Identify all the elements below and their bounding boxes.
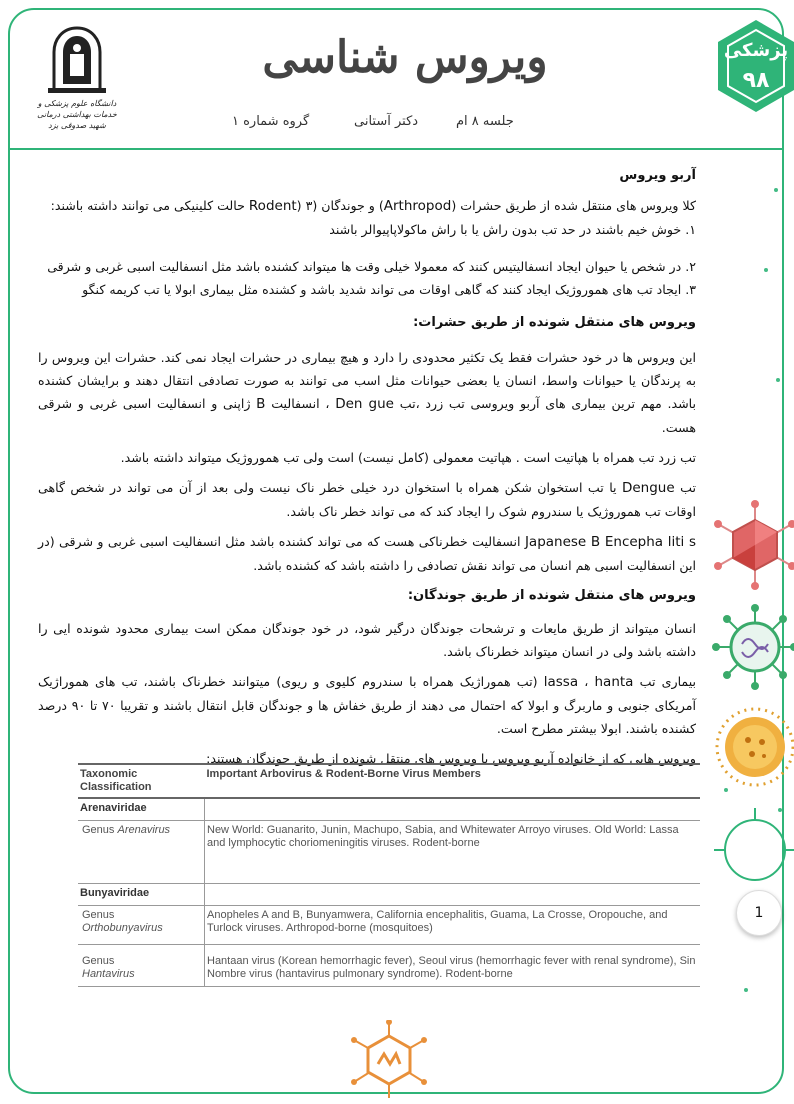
table-row: [78, 906, 700, 945]
university-emblem-icon: [32, 24, 122, 98]
year-badge: [714, 16, 794, 116]
university-logo: [32, 24, 122, 134]
table-row: [78, 945, 700, 987]
rodents-heading: ویروس های منتقل شونده از طریق جوندگان:: [407, 588, 696, 603]
table-row: [78, 884, 700, 906]
table-row: [78, 821, 700, 884]
table-col-members: Important Arbovirus & Rodent-Borne Virus Members: [205, 764, 701, 798]
arbo-item-3: ۳. ایجاد تب های هموروژیک ایجاد کنند که گاهی اوقات می تواند شدید باشد و کشنده مثل بیماری ابولا یا تب کریمه کنگو: [82, 282, 696, 297]
insects-para-3: تب Dengue یا تب استخوان شکن همراه با استخوان درد خیلی خطر ناک نیست ولی بعد از آن می تواند در شخص گاهی اوقات تب هموروژیک یا سندروم شوک را ایجاد کند که می تواند خطر ناک باشد.: [38, 480, 696, 519]
virus-illustration-outline-icon: [712, 800, 794, 900]
arbo-item-2: ۲. در شخص یا حیوان ایجاد انسفالیتیس کنند که معمولا خیلی وقت ها میتواند کشنده باشد مثل انسفالیت اسبی غربی و شرقی: [47, 259, 696, 274]
virus-illustration-red-icon: [712, 500, 794, 590]
arbo-item-1: ۱. خوش خیم باشند در حد تب بدون راش یا با راش ماکولاپاپیوالر باشند: [329, 222, 696, 237]
table-row: [78, 798, 700, 821]
family-cell: Arenaviridae: [78, 798, 205, 821]
university-caption-line2: شهید صدوقی یزد: [48, 121, 106, 130]
university-caption-line1: دانشگاه علوم پزشکی و خدمات بهداشتی درمانی: [37, 99, 117, 119]
members-cell: Anopheles A and B, Bunyamwera, California encephalitis, Guama, La Crosse, Oropouche, and Turlock viruses. Arthropod-borne (mosquitoes): [205, 906, 701, 945]
page-title: ویروس شناسی: [262, 32, 548, 83]
virus-illustration-orange-icon: [712, 704, 794, 790]
session-label: جلسه ۸ ام: [456, 114, 514, 129]
members-cell: Hantaan virus (Korean hemorrhagic fever), Seoul virus (hemorrhagic fever with renal syndrome), Sin Nombre virus (hantavirus pulmonary syndrome). Rodent-borne: [205, 945, 701, 987]
teacher-label: دکتر آستانی: [354, 114, 419, 129]
insects-heading: ویروس های منتقل شونده از طریق حشرات:: [413, 315, 696, 330]
table-intro: ویروس هایی که از خانواده آربو ویروس یا ویروس های منتقل شونده از طریق جوندگان هستند:: [206, 751, 696, 766]
insects-para-4: Japanese B Encepha liti s انسفالیت خطرناکی هست که می تواند کشنده باشد مثل انسفالیت اسبی غربی و شرقی (در این انسفالیت اسبی هم انسان می تواند نقش تصادفی را داشته باشد که کشنده باشد.: [38, 534, 697, 573]
family-cell: Bunyaviridae: [78, 884, 205, 906]
virus-taxonomy-table: [78, 763, 700, 987]
table-header-row: [78, 764, 700, 798]
bottom-virus-emblem-icon: [344, 1020, 434, 1100]
table-col-classification: Taxonomic Classification: [78, 764, 205, 798]
main-content: [38, 160, 696, 777]
genus-cell: Genus Orthobunyavirus: [78, 906, 205, 945]
insects-para-1: این ویروس ها در خود حشرات فقط یک تکثیر محدودی را دارد و هیچ بیماری در حشرات ایجاد نمی کند. حشرات این ویروس را به پرندگان یا حیوانات واسط، انسان یا بعضی حیوانات مثل اسب می توانند به صورت تصادفی انتقال دهند و برایشان کشنده باشد. مهم ترین بیماری های آربو ویروسی تب زرد ،تب Den gue ، انسفالیت B ژاپنی و انسفالیت اسبی غربی و شرقی هست.: [38, 350, 696, 435]
rodents-para-1: انسان میتواند از طریق مایعات و ترشحات جوندگان درگیر شود، در خود جوندگان ممکن است بیماری محدود شونده ایی را داشته باشد ولی در انسان میتواند خطرناک باشد.: [38, 621, 696, 659]
header: [10, 10, 789, 150]
badge-year: ۹۸: [742, 68, 770, 93]
badge-text: پزشکی: [723, 40, 789, 61]
genus-cell: Genus Arenavirus: [78, 821, 205, 884]
arbo-heading: آربو ویروس: [619, 168, 696, 183]
badge-hexagon-icon: [714, 16, 794, 116]
insects-para-2: تب زرد تب همراه با هپاتیت است . هپاتیت معمولی (کامل نیست) است ولی تب هموروژیک میتواند داشته باشد.: [120, 450, 696, 465]
page-number: 1: [736, 890, 782, 936]
group-label: گروه شماره ۱: [232, 114, 310, 129]
members-cell: New World: Guanarito, Junin, Machupo, Sabia, and Whitewater Arroyo viruses. Old World: Lassa and lymphocytic choriomeningitis viruses. Rodent-borne: [205, 821, 701, 884]
rodents-para-2: بیماری تب lassa ، hanta (تب هموراژیک همراه با سندروم کلیوی و ریوی) میتوانند خطرناک باشند، تب های هموراژیک آمریکای جنوبی و ماربرگ و ابولا که احتمال می دهند از طریق خفاش ها و جوندگان قابل انتقال باشند و تقریبا ۷۰ تا ۹۰ درصد کشنده باشند. ابولا بیشتر مطرح است.: [38, 674, 696, 736]
arbo-intro: کلا ویروس های منتقل شده از طریق حشرات (Arthropod) و جوندگان (Rodent) ۳ حالت کلینیکی می توانند داشته باشند:: [50, 198, 696, 214]
virus-illustration-green-icon: [712, 604, 794, 690]
genus-cell: Genus Hantavirus: [78, 945, 205, 987]
